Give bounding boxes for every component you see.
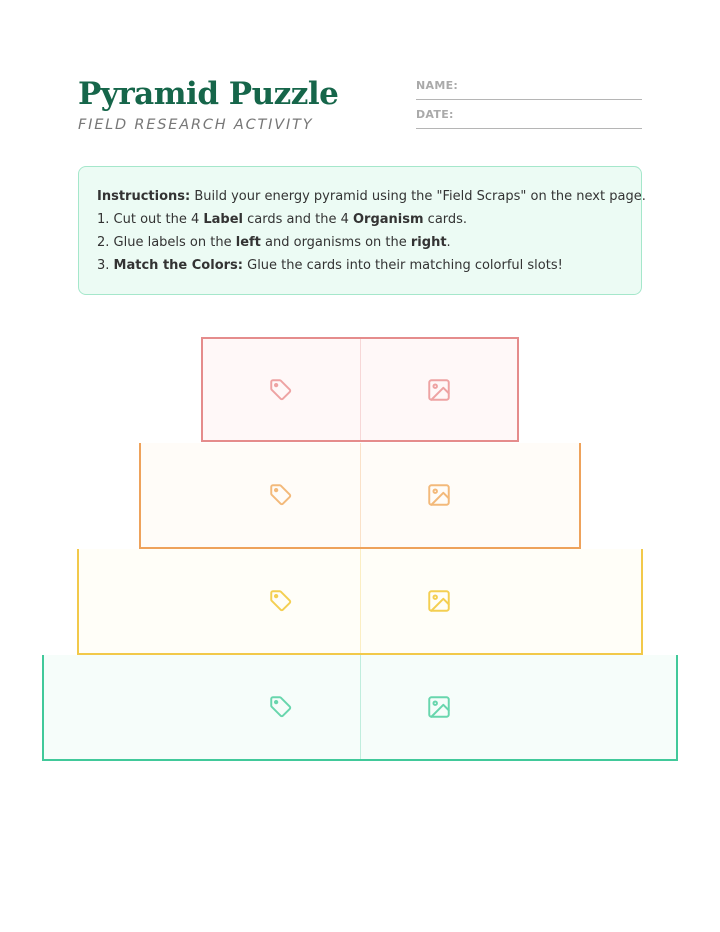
tag-icon[interactable]: [268, 377, 294, 403]
image-icon[interactable]: [426, 482, 452, 508]
page-subtitle: FIELD RESEARCH ACTIVITY: [78, 117, 314, 133]
instructions-intro: [97, 185, 646, 208]
tier-divider: [360, 655, 361, 759]
instructions-box: [78, 166, 646, 295]
tag-icon[interactable]: [268, 588, 294, 614]
step1-text-a: 1. Cut out the 4: [97, 212, 204, 227]
step2-text-e: .: [446, 235, 451, 250]
pyramid-tier-3[interactable]: [77, 549, 643, 655]
date-label: DATE:: [416, 108, 454, 121]
date-field[interactable]: [416, 107, 642, 129]
tag-icon[interactable]: [268, 694, 294, 720]
instruction-step-1: [97, 208, 623, 231]
step1-bold-label: Label: [203, 212, 244, 227]
image-icon[interactable]: [426, 694, 452, 720]
instructions-intro-text: Build your energy pyramid using the "Field Scraps" on the next page.: [190, 189, 646, 204]
image-icon[interactable]: [426, 588, 452, 614]
tier-divider: [360, 443, 361, 547]
page-title: Pyramid Puzzle: [78, 76, 339, 112]
step3-text-a: 3.: [97, 258, 114, 273]
tier-divider: [360, 549, 361, 653]
tag-icon[interactable]: [268, 482, 294, 508]
step3-text-c: Glue the cards into their matching colorful slots!: [242, 258, 563, 273]
instruction-step-2: [97, 231, 623, 254]
step1-text-e: cards.: [423, 212, 468, 227]
step1-text-c: cards and the 4: [243, 212, 353, 227]
step2-text-c: and organisms on the: [260, 235, 411, 250]
pyramid-tier-4[interactable]: [42, 655, 678, 761]
image-icon[interactable]: [426, 377, 452, 403]
name-field[interactable]: [416, 78, 642, 100]
step3-bold-match: Match the Colors:: [113, 258, 243, 273]
step2-bold-right: right: [410, 235, 447, 250]
pyramid-tier-1[interactable]: [201, 337, 519, 442]
tier-divider: [360, 339, 361, 440]
step2-bold-left: left: [235, 235, 261, 250]
step2-text-a: 2. Glue labels on the: [97, 235, 236, 250]
step1-bold-organism: Organism: [353, 212, 424, 227]
instruction-step-3: [97, 254, 623, 277]
instructions-heading: Instructions:: [97, 189, 191, 204]
pyramid-tier-2[interactable]: [139, 443, 581, 549]
name-label: NAME:: [416, 79, 459, 92]
